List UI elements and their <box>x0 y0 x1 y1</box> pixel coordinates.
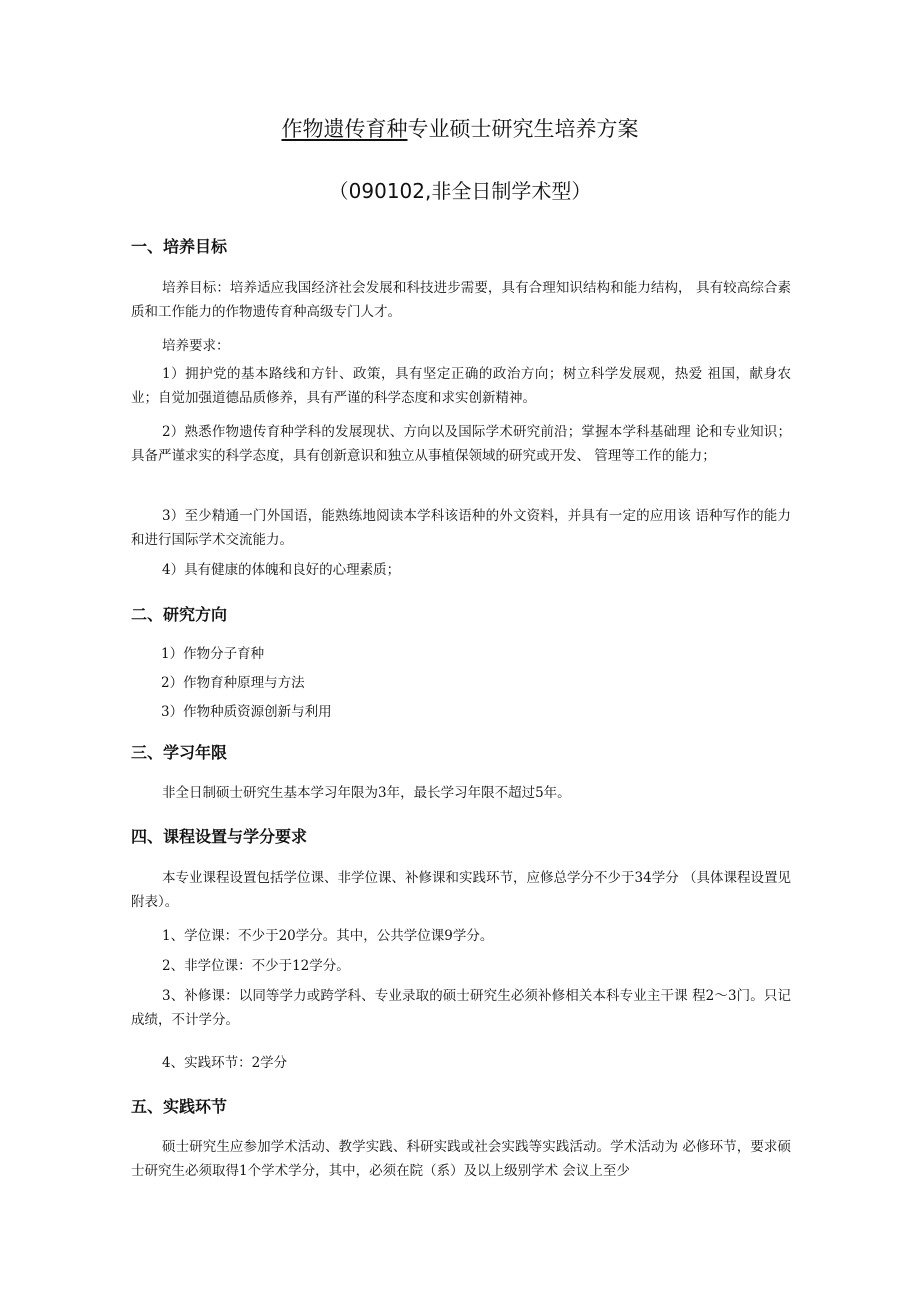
requirements-label: 培养要求： <box>162 338 230 354</box>
section-heading-research: 二、研究方向 <box>131 605 228 624</box>
research-item: 2）作物育种原理与方法 <box>161 675 305 691</box>
course-item-supplementary: 3、补修课：以同等学力或跨学科、专业录取的硕士研究生必须补修相关本科专业主干课 程2～3门。只记成绩，不计学分。 <box>131 988 791 1028</box>
requirement-1: 1）拥护党的基本路线和方针、政策，具有坚定正确的政治方向；树立科学发展观，热爱 祖国，献身农业；自觉加强道德品质修养，具有严谨的科学态度和求实创新精神。 <box>131 366 791 406</box>
requirement-2: 2）熟悉作物遗传育种学科的发展现状、方向以及国际学术研究前沿；掌握本学科基础理 论和专业知识；具备严谨求实的科学态度，具有创新意识和独立从事植保领域的研究或开发、 管理等工作的能力； <box>131 424 791 464</box>
requirement-4: 4）具有健康的体魄和良好的心理素质； <box>162 562 401 578</box>
requirement-3: 3）至少精通一门外国语，能熟练地阅读本学科该语种的外文资料，并具有一定的应用该 语种写作的能力和进行国际学术交流能力。 <box>131 508 791 548</box>
section-heading-duration: 三、学习年限 <box>131 743 228 762</box>
section-heading-courses: 四、课程设置与学分要求 <box>131 827 308 846</box>
document-subtitle: （090102,非全日制学术型） <box>328 179 592 203</box>
goal-paragraph: 培养目标：培养适应我国经济社会发展和科技进步需要，具有合理知识结构和能力结构， 具有较高综合素质和工作能力的作物遗传育种高级专门人才。 <box>131 280 791 320</box>
section-heading-goals: 一、培养目标 <box>131 237 228 256</box>
course-item-practice: 4、实践环节：2学分 <box>162 1055 288 1071</box>
research-item: 3）作物种质资源创新与利用 <box>161 704 332 720</box>
research-item: 1）作物分子育种 <box>161 646 265 662</box>
document-title <box>0 114 920 144</box>
course-item-nondegree: 2、非学位课：不少于12学分。 <box>162 958 350 974</box>
courses-intro: 本专业课程设置包括学位课、非学位课、补修课和实践环节，应修总学分不少于34学分 （具体课程设置见附表）。 <box>131 870 791 910</box>
course-item-degree: 1、学位课：不少于20学分。其中，公共学位课9学分。 <box>162 928 494 944</box>
section-heading-practice: 五、实践环节 <box>131 1097 228 1116</box>
title-major-name: 作物遗传育种 <box>281 117 408 141</box>
duration-paragraph: 非全日制硕士研究生基本学习年限为3年，最长学习年限不超过5年。 <box>162 785 571 801</box>
title-rest: 专业硕士研究生培养方案 <box>407 117 639 141</box>
practice-paragraph: 硕士研究生应参加学术活动、教学实践、科研实践或社会实践等实践活动。学术活动为 必修环节，要求硕士研究生必须取得1个学术学分，其中，必须在院（系）及以上级别学术 会议上至少 <box>131 1139 791 1179</box>
